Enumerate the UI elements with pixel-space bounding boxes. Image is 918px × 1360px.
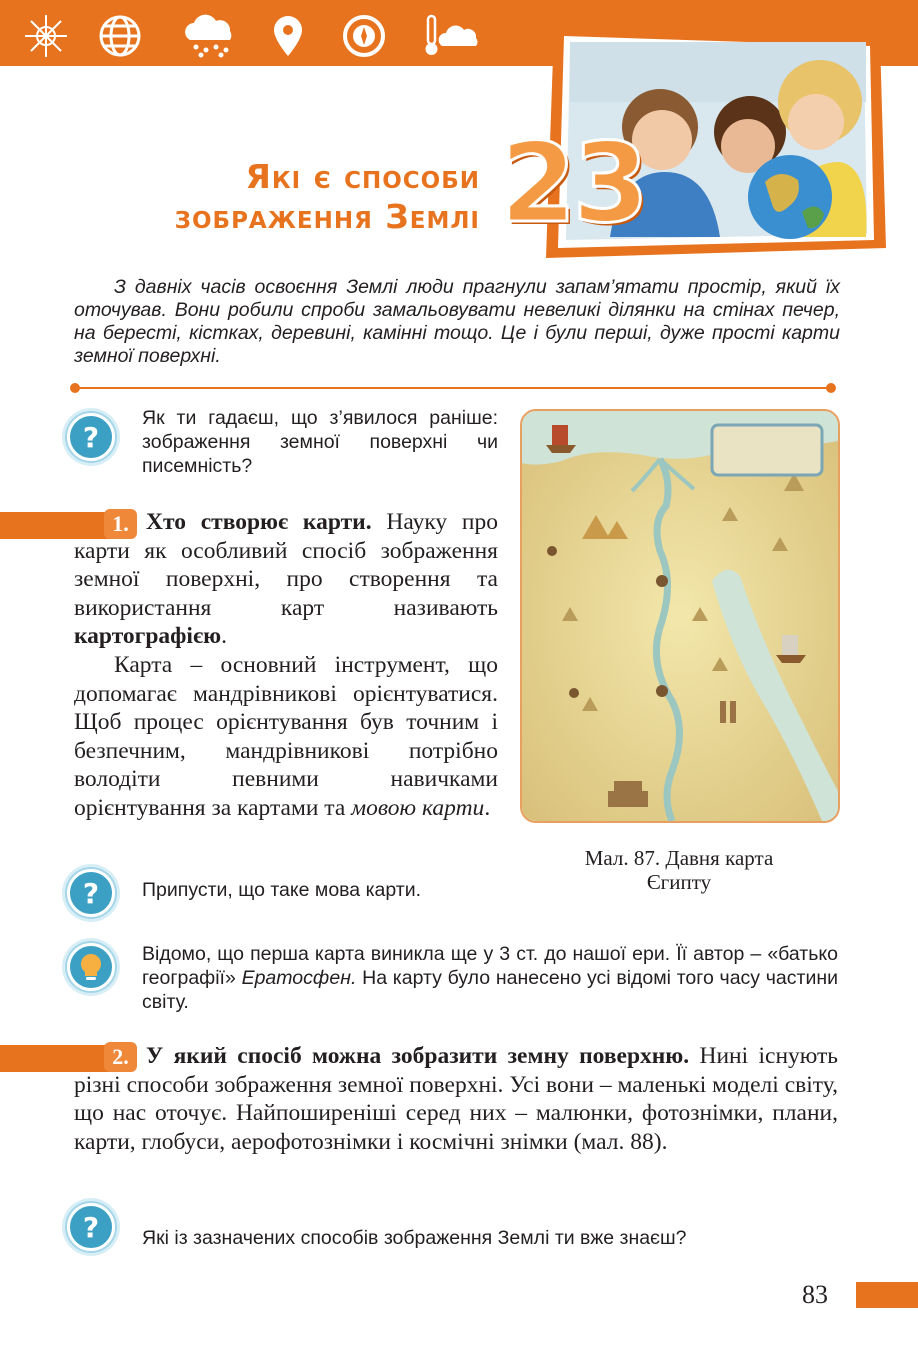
lesson-title-line-1: Які є способи [245,157,480,196]
intro-paragraph: З давніх часів освоєння Землі люди прагнули запам’ятати простір, який їх оточував. Вони робили спроби замальовувати невеликі ділянки на стінах печер, на бересті, кістках, деревині, камінні тощо. Це і були перші, дуже прості карти земної поверхні. [74,276,840,367]
section-2-text: Нині існують різні способи зображення земної поверхні. Усі вони – маленькі моделі світу, що нас оточує. Найпоширеніші серед них – малюнки, фотознімки, плани, карти, глобуси, аерофотознімки і космічні знімки (мал. 88). [74,1043,838,1155]
section-1-text-2: Карта – основний інструмент, що допомагає мандрівникові орієнтуватися. Щоб процес орієнтування був точним і безпечним, мандрівникові потрібно володіти певними навичками орієнтування за картами та [74,652,498,821]
section-1-punct: . [221,623,227,650]
lightbulb-icon [62,938,120,996]
question-text-1: Як ти гадаєш, що з’явилося раніше: зображення земної поверхні чи писемність? [142,407,498,477]
section-1-text: Науку про карти як особливий спосіб зображення земної поверхні, про створення та використання карт називають [74,509,499,621]
question-icon: ? [62,408,120,466]
ancient-egypt-map [520,409,840,823]
caption-line-2: Єгипту [646,870,712,894]
location-pin-icon [270,14,306,58]
section-1-punct-2: . [484,794,491,821]
page-number-bar [856,1282,918,1308]
section-2-paragraph [74,1042,838,1156]
question-text-3: Які із зазначених способів зображення Землі ти вже знаєш? [142,1227,687,1249]
fact-text-end: На карту було нанесено усі відомі того часу частини світу. [142,967,839,1013]
term-map-language: мовою карти [351,794,485,821]
section-2-heading: У який спосіб можна зобразити земну поверхню. [146,1043,690,1069]
lesson-title-line-2: зображення Землі [174,197,480,236]
figure-caption [538,846,820,894]
globe-icon [98,14,142,58]
divider-dot-right [826,383,836,393]
section-number-1: 1. [104,509,137,539]
question-icon: ? [62,864,120,922]
lesson-number: 23 [500,119,646,247]
fact-text-start: Відомо, що перша карта виникла ще у 3 ст. до нашої ери. Її автор – «батько географії» [142,943,838,989]
section-1-heading: Хто створює карти. [146,509,372,535]
fact-eratosthenes: Ератосфен. [241,967,357,989]
divider [74,387,832,389]
term-cartography: картографією [74,623,222,650]
section-1-paragraph-2 [74,651,498,823]
section-1-paragraph-1 [74,508,498,651]
question-icon: ? [62,1198,120,1256]
caption-line-1: Мал. 87. Давня карта [584,846,774,870]
thermometer-cloud-icon [422,14,482,58]
question-text-2: Припусти, що таке мова карти. [142,879,422,901]
compass-icon [342,14,386,58]
page-number: 83 [802,1280,828,1309]
section-number-2: 2. [104,1042,137,1072]
fact-text [142,942,838,1014]
compass-rose-icon [24,14,68,58]
rain-cloud-icon [180,14,240,58]
